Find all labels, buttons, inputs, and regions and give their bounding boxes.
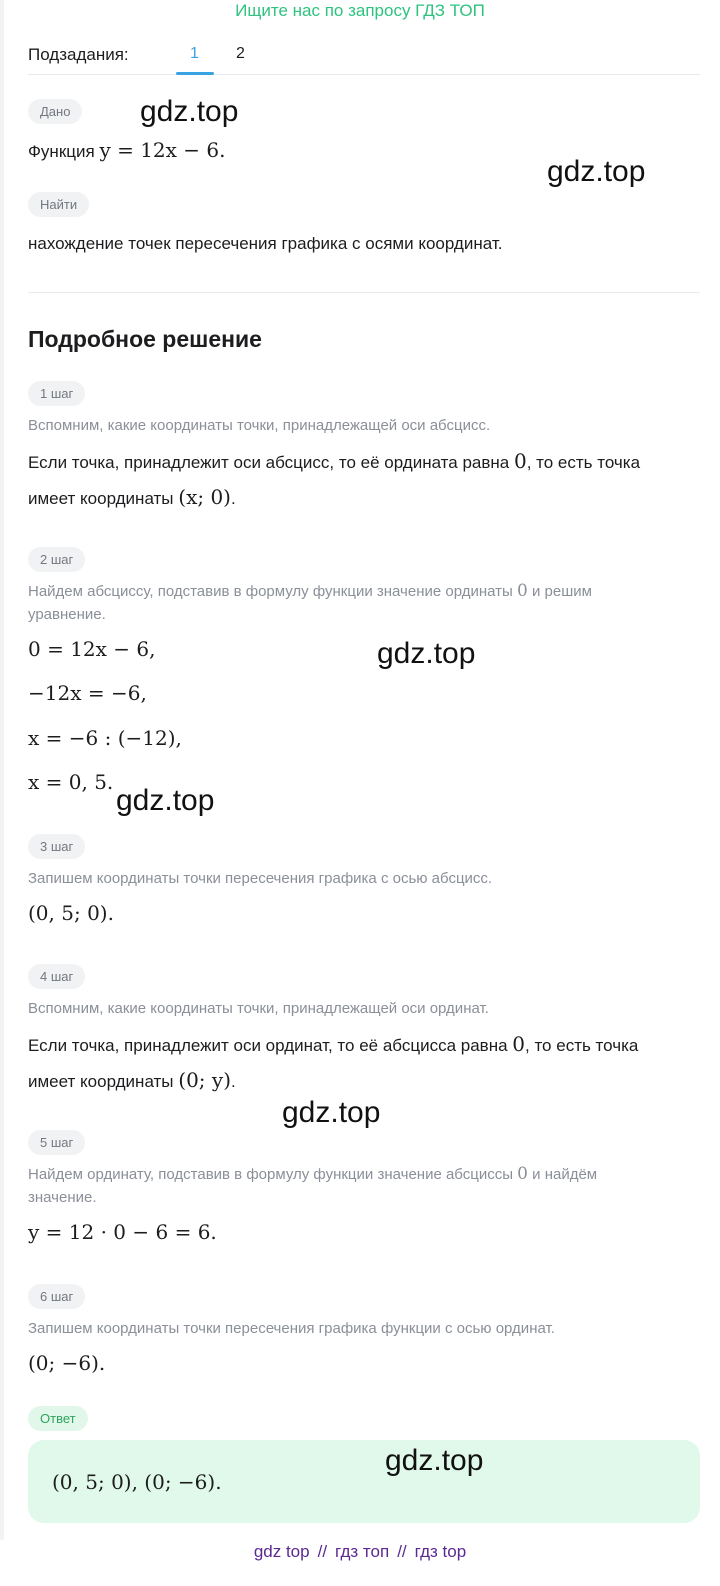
- left-rule: [0, 0, 4, 1540]
- step-1-body: [28, 444, 698, 516]
- answer-box: [28, 1440, 700, 1523]
- step-4-hint: Вспомним, какие координаты точки, принадлежащей оси ординат.: [28, 1000, 489, 1017]
- step-5-equation: y = 12 · 0 − 6 = 6.: [28, 1220, 217, 1244]
- step-6-chip: 6 шаг: [28, 1284, 85, 1309]
- active-tab-indicator: [176, 72, 214, 75]
- step-2-equation-2: −12x = −6,: [28, 681, 147, 705]
- step-5-hint: Найдем ординату, подставив в формулу функции значение абсциссы 0 и найдём значение.: [28, 1164, 598, 1206]
- find-text: нахождение точек пересечения графика с осями координат.: [28, 234, 503, 253]
- step-2-equation-4: x = 0, 5.: [28, 770, 114, 794]
- step-2-equation-1: 0 = 12x − 6,: [28, 637, 156, 661]
- step-2-equation-3: x = −6 : (−12),: [28, 726, 182, 750]
- tab-subtask-2[interactable]: 2: [236, 45, 245, 62]
- watermark: gdz.top: [377, 637, 476, 670]
- step-3-result: (0, 5; 0).: [28, 901, 114, 925]
- step-3-hint: Запишем координаты точки пересечения графика с осью абсцисс.: [28, 870, 493, 887]
- step-3-chip: 3 шаг: [28, 834, 85, 859]
- subtasks-label: Подзадания:: [28, 45, 129, 64]
- divider: [28, 292, 700, 293]
- step-1-line-1: Если точка, принадлежит оси абсцисс, то её ордината равна 0, то есть точка: [28, 449, 641, 473]
- step-6-result: (0; −6).: [28, 1351, 106, 1375]
- given-chip: Дано: [28, 99, 82, 124]
- step-4-line-1: Если точка, принадлежит оси ординат, то её абсцисса равна 0, то есть точка: [28, 1032, 639, 1056]
- watermark: gdz.top: [385, 1444, 484, 1477]
- tab-subtask-1[interactable]: 1: [190, 45, 199, 62]
- step-1-hint: Вспомним, какие координаты точки, принадлежащей оси абсцисс.: [28, 417, 491, 434]
- answer-chip: Ответ: [28, 1406, 88, 1431]
- subtasks-bar: [28, 40, 700, 75]
- watermark: gdz.top: [116, 784, 215, 817]
- watermark: gdz.top: [282, 1096, 381, 1129]
- watermark: gdz.top: [140, 95, 239, 128]
- footer-link-gdz-top-mixed[interactable]: гдз top: [414, 1542, 467, 1561]
- given-prefix: Функция: [28, 142, 95, 161]
- given-statement: [28, 138, 226, 162]
- top-banner: Ищите нас по запросу ГДЗ ТОП: [235, 1, 485, 20]
- step-4-body: [28, 1027, 698, 1099]
- step-2-hint: Найдем абсциссу, подставив в формулу функции значение ординаты 0 и решим уравнение.: [28, 581, 592, 623]
- step-6-hint: Запишем координаты точки пересечения графика функции с осью ординат.: [28, 1320, 555, 1337]
- answer-value: (0, 5; 0), (0; −6).: [52, 1470, 222, 1494]
- watermark: gdz.top: [547, 155, 646, 188]
- given-formula: y = 12x − 6.: [99, 138, 226, 162]
- step-1-line-2: имеет координаты (x; 0).: [28, 485, 236, 509]
- footer-link-gdz-top-ru[interactable]: гдз топ: [335, 1542, 390, 1561]
- footer-separator: //: [397, 1542, 407, 1561]
- find-chip: Найти: [28, 192, 89, 217]
- solution-title: Подробное решение: [28, 326, 262, 352]
- step-2-chip: 2 шаг: [28, 547, 85, 572]
- step-5-chip: 5 шаг: [28, 1130, 85, 1155]
- step-1-chip: 1 шаг: [28, 381, 85, 406]
- footer-links: [0, 1542, 720, 1562]
- step-4-chip: 4 шаг: [28, 964, 85, 989]
- footer-link-gdz-top[interactable]: gdz top: [253, 1542, 310, 1561]
- step-4-line-2: имеет координаты (0; y).: [28, 1068, 236, 1092]
- footer-separator: //: [317, 1542, 328, 1561]
